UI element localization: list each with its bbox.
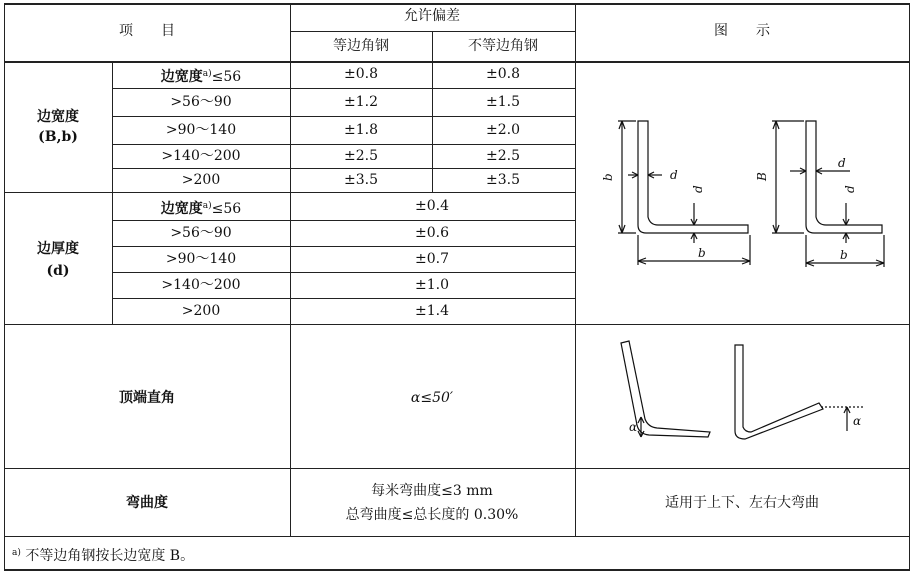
bending-total: 总弯曲度≤总长度的 0.30% (345, 507, 519, 523)
thickness-value: ±1.4 (415, 303, 449, 319)
range-cell: >200 (181, 303, 221, 319)
unequal-value: ±2.5 (486, 148, 520, 164)
range-cell: >56～90 (170, 94, 232, 110)
header-figure: 图 示 (714, 23, 770, 39)
bending-per-meter: 每米弯曲度≤3 mm (371, 483, 493, 499)
header-tolerance: 允许偏差 (404, 8, 460, 24)
dim-b-label: b (698, 246, 706, 260)
header-equal-angle: 等边角钢 (333, 38, 389, 54)
range-cell: >56～90 (170, 225, 232, 241)
row-divider (112, 298, 575, 299)
bending-label: 弯曲度 (126, 495, 168, 511)
apex-angle-value: α≤50′ (410, 390, 454, 406)
section-divider (4, 536, 910, 537)
row-divider (112, 272, 575, 273)
dim-b-label: b (840, 248, 848, 262)
equal-value: ±3.5 (344, 172, 378, 188)
range-cell: 边宽度$^{a)}$≤56 (160, 69, 242, 85)
equal-angle-shape (638, 121, 748, 233)
row-divider (112, 168, 575, 169)
range-cell: >140～200 (161, 277, 241, 293)
dim-d-label: d (838, 156, 846, 170)
leg-width-label: 边宽度 (37, 109, 79, 125)
apex-angle-figure (615, 335, 875, 450)
col-divider (112, 61, 113, 324)
range-cell: 边宽度$^{a)}$≤56 (160, 201, 242, 217)
row-divider (112, 144, 575, 145)
table-top-border (4, 3, 910, 5)
range-cell: >140～200 (161, 148, 241, 164)
unequal-value: ±2.0 (486, 122, 520, 138)
thickness-symbol: (d) (46, 263, 70, 279)
dim-d-label: d (691, 185, 705, 193)
equal-value: ±2.5 (344, 148, 378, 164)
unequal-value: ±3.5 (486, 172, 520, 188)
leg-width-symbol: (B,b) (38, 129, 78, 145)
dim-d-label: d (670, 168, 678, 182)
table-right-border (909, 3, 910, 570)
thickness-value: ±0.4 (415, 198, 449, 214)
row-divider (112, 246, 575, 247)
section-divider (4, 468, 910, 469)
unequal-value: ±0.8 (486, 66, 520, 82)
thickness-value: ±0.6 (415, 225, 449, 241)
alpha-label: α (853, 414, 862, 428)
thickness-value: ±0.7 (415, 251, 449, 267)
header-bottom-border (4, 61, 910, 63)
row-divider (112, 116, 575, 117)
range-cell: >200 (181, 172, 221, 188)
dim-d-label: d (843, 185, 857, 193)
angle-section-figure (590, 105, 900, 275)
unequal-value: ±1.5 (486, 94, 520, 110)
alpha-label: α (629, 420, 638, 434)
unequal-angle-shape (806, 121, 882, 233)
table-bottom-border (4, 569, 910, 571)
thickness-label: 边厚度 (37, 241, 79, 257)
table-left-border (4, 3, 5, 570)
col-divider (290, 3, 291, 536)
range-cell: >90～140 (165, 251, 237, 267)
row-divider (112, 88, 575, 89)
apex-angle-label: 顶端直角 (119, 390, 175, 406)
dim-B-label: B (755, 172, 769, 181)
section-divider (4, 324, 910, 325)
col-divider (575, 3, 576, 536)
equal-value: ±1.2 (344, 94, 378, 110)
header-unequal-angle: 不等边角钢 (468, 38, 538, 54)
equal-value: ±0.8 (344, 66, 378, 82)
equal-value: ±1.8 (344, 122, 378, 138)
row-divider (112, 220, 575, 221)
dim-b-label: b (601, 173, 615, 181)
apex-angle-shape-right (735, 345, 823, 439)
range-cell: >90～140 (165, 122, 237, 138)
header-item: 项 目 (119, 23, 175, 39)
footnote: $^{a)}$ 不等边角钢按长边宽度 B。 (12, 548, 195, 564)
bending-note: 适用于上下、左右大弯曲 (665, 495, 819, 511)
col-divider (432, 31, 433, 192)
thickness-value: ±1.0 (415, 277, 449, 293)
